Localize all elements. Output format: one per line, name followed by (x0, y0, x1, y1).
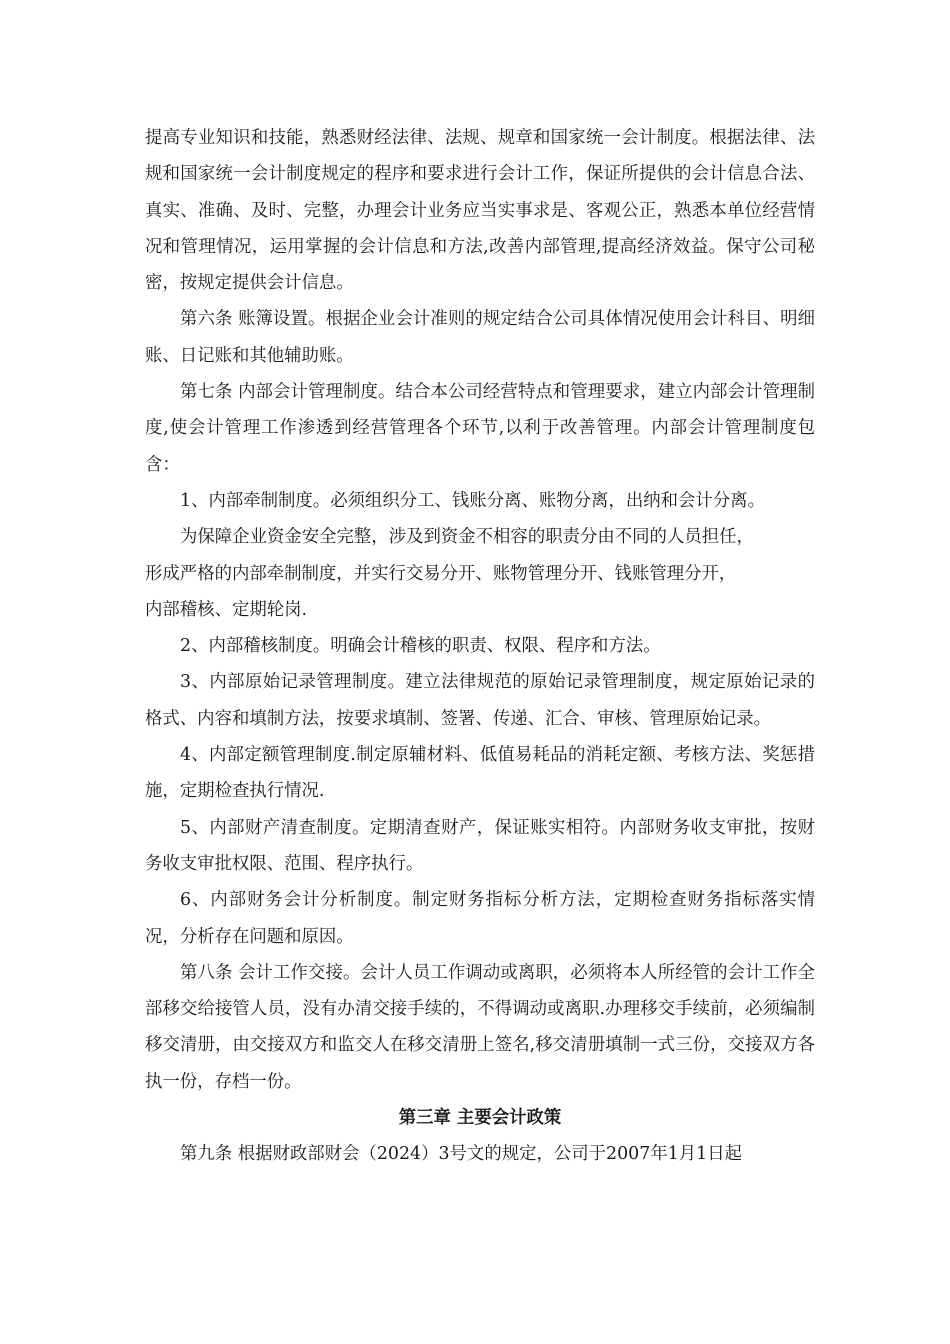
list-item-property-inventory: 5、内部财产清查制度。定期清查财产，保证账实相符。内部财务收支审批，按财务收支审批权限、范围、程序执行。 (145, 817, 815, 874)
list-item-financial-analysis: 6、内部财务会计分析制度。制定财务指标分析方法，定期检查财务指标落实情况，分析存在问题和原因。 (145, 890, 815, 947)
paragraph-duties-continued: 提高专业知识和技能，熟悉财经法律、法规、规章和国家统一会计制度。根据法律、法规和国家统一会计制度规定的程序和要求进行会计工作，保证所提供的会计信息合法、真实、准确、及时、完整，办理会计业务应当实事求是、客观公正，熟悉本单位经营情况和管理情况，运用掌握的会计信息和方法,改善内部管理,提高经济效益。保守公司秘密，按规定提供会计信息。 (145, 128, 815, 294)
paragraph-article-7: 第七条 内部会计管理制度。结合本公司经营特点和管理要求，建立内部会计管理制度,使会计管理工作渗透到经营管理各个环节,以利于改善管理。内部会计管理制度包含： (145, 382, 815, 475)
list-item-quota-management: 4、内部定额管理制度.制定原辅材料、低值易耗品的消耗定额、考核方法、奖惩措施，定期检查执行情况. (145, 745, 815, 802)
paragraph-article-6: 第六条 账簿设置。根据企业会计准则的规定结合公司具体情况使用会计科目、明细账、日记账和其他辅助账。 (145, 309, 815, 366)
paragraph-article-8: 第八条 会计工作交接。会计人员工作调动或离职，必须将本人所经管的会计工作全部移交给接管人员，没有办清交接手续的，不得调动或离职.办理移交手续前，必须编制移交清册，由交接双方和监交人在移交清册上签名,移交清册填制一式三份，交接双方各执一份，存档一份。 (145, 962, 815, 1092)
list-item-internal-control-line-3: 形成严格的内部牵制制度，并实行交易分开、账物管理分开、钱账管理分开， (145, 563, 737, 584)
list-item-internal-control-line-2: 为保障企业资金安全完整，涉及到资金不相容的职责分由不同的人员担任， (180, 527, 754, 548)
list-item-original-records: 3、内部原始记录管理制度。建立法律规范的原始记录管理制度，规定原始记录的格式、内容和填制方法，按要求填制、签署、传递、汇合、审核、管理原始记录。 (145, 672, 815, 729)
list-item-internal-control-line-1: 1、内部牵制制度。必须组织分工、钱账分离、账物分离，出纳和会计分离。 (180, 490, 765, 511)
list-item-internal-audit: 2、内部稽核制度。明确会计稽核的职责、权限、程序和方法。 (180, 636, 661, 657)
document-body (145, 120, 815, 1173)
paragraph-article-9: 第九条 根据财政部财会（2024）3号文的规定，公司于2007年1月1日起 (180, 1144, 743, 1165)
list-item-internal-control (145, 483, 815, 628)
chapter-heading: 第三章 主要会计政策 (398, 1108, 562, 1129)
list-item-internal-control-line-4: 内部稽核、定期轮岗. (145, 599, 308, 620)
